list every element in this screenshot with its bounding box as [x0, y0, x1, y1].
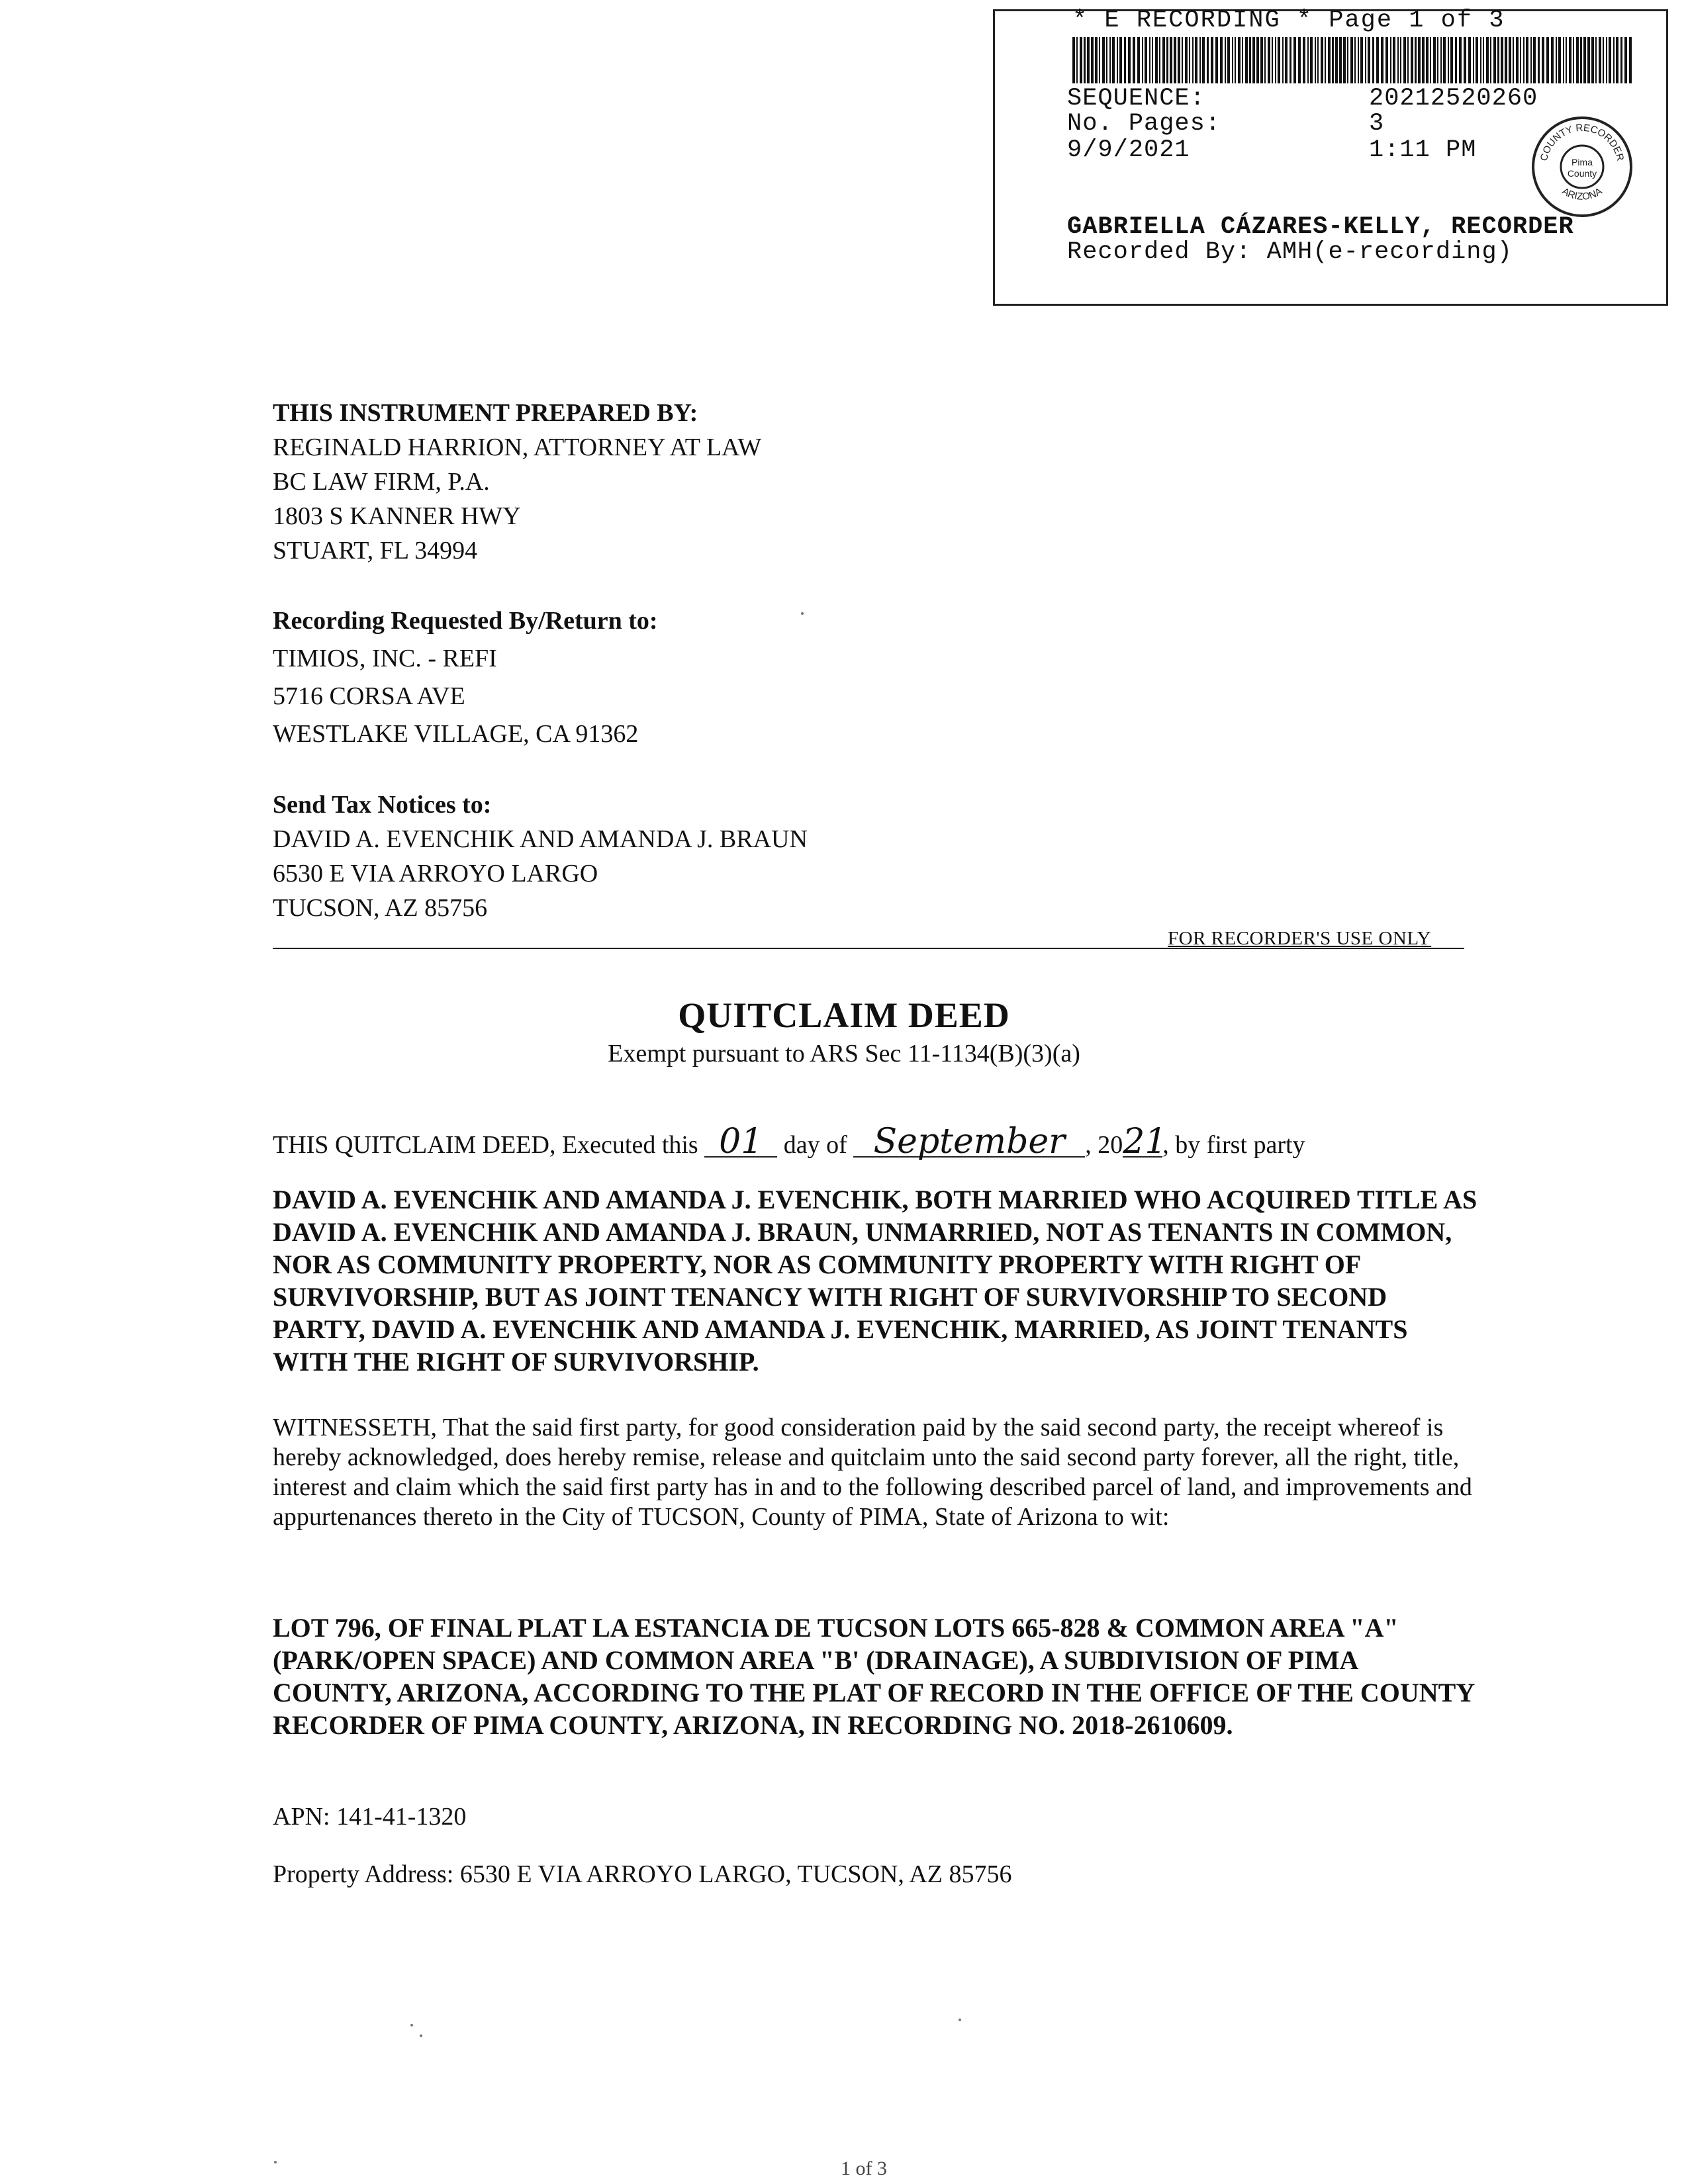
- barcode-bar: [1119, 37, 1122, 83]
- barcode-bar: [1426, 37, 1429, 83]
- barcode-bar: [1459, 37, 1462, 83]
- barcode-bar: [1360, 37, 1363, 83]
- barcode-bar: [1166, 37, 1168, 83]
- barcode-bar: [1133, 37, 1135, 83]
- barcode-bar: [1178, 37, 1180, 83]
- barcode-bar: [1242, 37, 1243, 83]
- barcode-bar: [1490, 37, 1491, 83]
- scan-speck: [274, 2161, 277, 2163]
- prepared-by-line: 1803 S KANNER HWY: [273, 502, 521, 530]
- prepared-by-section: [273, 396, 761, 568]
- execution-suffix: , by first party: [1162, 1131, 1305, 1159]
- barcode-bar: [1072, 37, 1075, 83]
- execution-year-prefix: , 20: [1085, 1131, 1123, 1159]
- page-number: 1 of 3: [841, 2158, 887, 2179]
- barcode-bar: [1087, 37, 1090, 83]
- barcode-bar: [1185, 37, 1188, 83]
- barcode-bar: [1354, 37, 1356, 83]
- execution-month: September: [853, 1127, 1085, 1158]
- svg-text:ARIZONA: ARIZONA: [1560, 185, 1605, 203]
- barcode-bar: [1189, 37, 1190, 83]
- barcode-bar: [1285, 37, 1288, 83]
- barcode-bar: [1174, 37, 1176, 83]
- barcode-bar: [1606, 37, 1607, 83]
- barcode-bar: [1595, 37, 1597, 83]
- barcode-bar: [1609, 37, 1611, 83]
- prepared-by-line: STUART, FL 34994: [273, 537, 478, 565]
- barcode-bar: [1252, 37, 1255, 83]
- barcode-bar: [1497, 37, 1499, 83]
- parties-paragraph: DAVID A. EVENCHIK AND AMANDA J. EVENCHIK, BOTH MARRIED WHO ACQUIRED TITLE AS DAVID A. EVENCHIK AND AMANDA J. BRAUN, UNMARRIED, NOT AS TENANTS IN COMMON, NOR AS COMMUNITY PROPERTY, NOR AS COMMUNITY PROPERTY WITH RIGHT OF SURVIVORSHIP, BUT AS JOINT TENANCY WITH RIGHT OF SURVIVORSHIP TO SECOND PARTY, DAVID A. EVENCHIK AND AMANDA J. EVENCHIK, MARRIED, AS JOINT TENANTS WITH THE RIGHT OF SURVIVORSHIP.: [273, 1185, 1477, 1377]
- barcode-bar: [1566, 37, 1567, 83]
- barcode-bar: [1332, 37, 1334, 83]
- barcode-bar: [1513, 37, 1514, 83]
- barcode: [1071, 37, 1635, 83]
- barcode-bar: [1099, 37, 1100, 83]
- barcode-bar: [1358, 37, 1359, 83]
- barcode-bar: [1227, 37, 1230, 83]
- tax-notices-line: DAVID A. EVENCHIK AND AMANDA J. BRAUN: [273, 825, 808, 853]
- barcode-bar: [1397, 37, 1399, 83]
- apn: APN: 141-41-1320: [273, 1803, 467, 1831]
- barcode-bar: [1546, 37, 1549, 83]
- barcode-bar: [1505, 37, 1507, 83]
- barcode-bar: [1272, 37, 1273, 83]
- prepared-by-line: BC LAW FIRM, P.A.: [273, 468, 490, 496]
- barcode-bar: [1407, 37, 1409, 83]
- barcode-bar: [1616, 37, 1618, 83]
- barcode-bar: [1215, 37, 1218, 83]
- barcode-bar: [1591, 37, 1594, 83]
- execution-day-of: day of: [783, 1131, 847, 1159]
- county-recorder-seal-icon: [1529, 114, 1635, 220]
- execution-prefix: THIS QUITCLAIM DEED, Executed this: [273, 1131, 698, 1159]
- barcode-bar: [1587, 37, 1590, 83]
- barcode-bar: [1573, 37, 1574, 83]
- barcode-bar: [1155, 37, 1158, 83]
- barcode-bar: [1563, 37, 1564, 83]
- return-to-line: TIMIOS, INC. - REFI: [273, 645, 497, 672]
- barcode-bar: [1443, 37, 1446, 83]
- barcode-bar: [1080, 37, 1082, 83]
- barcode-bar: [1159, 37, 1160, 83]
- barcode-bar: [1372, 37, 1374, 83]
- barcode-bar: [1256, 37, 1259, 83]
- barcode-bar: [1084, 37, 1086, 83]
- barcode-bar: [1343, 37, 1346, 83]
- barcode-bar: [1225, 37, 1226, 83]
- record-date: 9/9/2021: [1067, 136, 1190, 164]
- barcode-bar: [1149, 37, 1150, 83]
- barcode-bar: [1538, 37, 1540, 83]
- barcode-bar: [1199, 37, 1201, 83]
- record-time: 1:11 PM: [1369, 136, 1477, 164]
- pages-value: 3: [1369, 110, 1385, 138]
- barcode-bar: [1603, 37, 1604, 83]
- barcode-bar: [1599, 37, 1601, 83]
- barcode-bar: [1530, 37, 1532, 83]
- barcode-bar: [1235, 37, 1236, 83]
- property-address: Property Address: 6530 E VIA ARROYO LARGO, TUCSON, AZ 85756: [273, 1860, 1012, 1888]
- barcode-bar: [1145, 37, 1147, 83]
- barcode-bar: [1106, 37, 1107, 83]
- barcode-bar: [1480, 37, 1481, 83]
- barcode-bar: [1411, 37, 1413, 83]
- barcode-bar: [1328, 37, 1331, 83]
- return-to-line: WESTLAKE VILLAGE, CA 91362: [273, 720, 639, 748]
- barcode-bar: [1152, 37, 1153, 83]
- barcode-bar: [1260, 37, 1263, 83]
- barcode-bar: [1393, 37, 1395, 83]
- barcode-bar: [1170, 37, 1172, 83]
- barcode-bar: [1381, 37, 1383, 83]
- barcode-bar: [1207, 37, 1209, 83]
- barcode-bar: [1476, 37, 1478, 83]
- barcode-bar: [1220, 37, 1223, 83]
- barcode-bar: [1629, 37, 1632, 83]
- barcode-bar: [1501, 37, 1503, 83]
- barcode-bar: [1182, 37, 1183, 83]
- return-to-section: [273, 602, 658, 753]
- barcode-bar: [1137, 37, 1140, 83]
- barcode-bar: [1264, 37, 1266, 83]
- barcode-bar: [1523, 37, 1524, 83]
- barcode-bar: [1473, 37, 1474, 83]
- barcode-bar: [1483, 37, 1484, 83]
- svg-text:County: County: [1567, 168, 1597, 179]
- barcode-bar: [1455, 37, 1457, 83]
- barcode-bar: [1238, 37, 1241, 83]
- barcode-bar: [1368, 37, 1370, 83]
- barcode-bar: [1418, 37, 1421, 83]
- barcode-bar: [1433, 37, 1436, 83]
- barcode-bar: [1583, 37, 1586, 83]
- barcode-bar: [1450, 37, 1453, 83]
- barcode-bar: [1551, 37, 1554, 83]
- barcode-bar: [1117, 37, 1118, 83]
- barcode-bar: [1569, 37, 1571, 83]
- tax-notices-label: Send Tax Notices to:: [273, 791, 492, 819]
- barcode-bar: [1556, 37, 1557, 83]
- scan-speck: [959, 2019, 961, 2021]
- barcode-bar: [1468, 37, 1471, 83]
- barcode-bar: [1613, 37, 1615, 83]
- barcode-bar: [1385, 37, 1388, 83]
- barcode-bar: [1509, 37, 1511, 83]
- barcode-bar: [1310, 37, 1313, 83]
- barcode-bar: [1249, 37, 1251, 83]
- barcode-bar: [1315, 37, 1316, 83]
- barcode-bar: [1275, 37, 1276, 83]
- deed-subtitle: Exempt pursuant to ARS Sec 11-1134(B)(3)(a): [608, 1040, 1080, 1068]
- legal-description: LOT 796, OF FINAL PLAT LA ESTANCIA DE TUCSON LOTS 665-828 & COMMON AREA "A" (PARK/OPEN SPACE) AND COMMON AREA "B' (DRAINAGE), A SUBDIVISION OF PIMA COUNTY, ARIZONA, ACCORDING TO THE PLAT OF RECORD IN THE OFFICE OF THE COUNTY RECORDER OF PIMA COUNTY, ARIZONA, IN RECORDING NO. 2018-2610609.: [273, 1613, 1474, 1740]
- barcode-bar: [1325, 37, 1326, 83]
- barcode-bar: [1437, 37, 1438, 83]
- barcode-bar: [1493, 37, 1496, 83]
- barcode-bar: [1526, 37, 1528, 83]
- barcode-bar: [1339, 37, 1342, 83]
- return-to-label: Recording Requested By/Return to:: [273, 607, 658, 635]
- barcode-bar: [1576, 37, 1579, 83]
- deed-title: QUITCLAIM DEED: [678, 995, 1010, 1035]
- barcode-bar: [1102, 37, 1105, 83]
- scan-speck: [410, 2024, 413, 2026]
- barcode-bar: [1162, 37, 1165, 83]
- barcode-bar: [1128, 37, 1131, 83]
- barcode-bar: [1109, 37, 1111, 83]
- barcode-bar: [1440, 37, 1442, 83]
- barcode-bar: [1542, 37, 1544, 83]
- barcode-bar: [1403, 37, 1406, 83]
- barcode-bar: [1415, 37, 1417, 83]
- svg-text:COUNTY RECORDER: COUNTY RECORDER: [1538, 122, 1626, 162]
- barcode-bar: [1376, 37, 1379, 83]
- barcode-bar: [1624, 37, 1627, 83]
- barcode-bar: [1303, 37, 1305, 83]
- barcode-bar: [1192, 37, 1194, 83]
- barcode-bar: [1430, 37, 1431, 83]
- barcode-bar: [1307, 37, 1309, 83]
- barcode-bar: [1211, 37, 1213, 83]
- sequence-label: SEQUENCE:: [1067, 85, 1205, 113]
- barcode-bar: [1464, 37, 1466, 83]
- prepared-by-line: REGINALD HARRION, ATTORNEY AT LAW: [273, 433, 762, 461]
- scan-speck: [801, 612, 804, 615]
- barcode-bar: [1076, 37, 1078, 83]
- barcode-bar: [1620, 37, 1622, 83]
- svg-text:Pima: Pima: [1571, 157, 1593, 167]
- execution-day: 01: [704, 1127, 777, 1158]
- barcode-bar: [1365, 37, 1366, 83]
- barcode-bar: [1112, 37, 1115, 83]
- tax-notices-line: 6530 E VIA ARROYO LARGO: [273, 860, 598, 887]
- barcode-bar: [1268, 37, 1270, 83]
- recorder-use-note: FOR RECORDER'S USE ONLY: [1168, 928, 1432, 949]
- execution-year: 21: [1123, 1122, 1167, 1161]
- barcode-bar: [1486, 37, 1489, 83]
- recorded-by: Recorded By: AMH(e-recording): [1067, 238, 1513, 266]
- pages-label: No. Pages:: [1067, 110, 1221, 138]
- barcode-bar: [1232, 37, 1233, 83]
- barcode-bar: [1390, 37, 1391, 83]
- barcode-bar: [1580, 37, 1582, 83]
- tax-notices-section: [273, 788, 808, 925]
- barcode-bar: [1347, 37, 1348, 83]
- barcode-bar: [1202, 37, 1205, 83]
- tax-notices-line: TUCSON, AZ 85756: [273, 894, 488, 922]
- return-to-line: 5716 CORSA AVE: [273, 682, 465, 710]
- execution-line: [273, 1122, 1497, 1165]
- barcode-bar: [1282, 37, 1284, 83]
- barcode-bar: [1195, 37, 1197, 83]
- prepared-by-label: THIS INSTRUMENT PREPARED BY:: [273, 399, 698, 427]
- barcode-bar: [1298, 37, 1301, 83]
- barcode-bar: [1293, 37, 1296, 83]
- barcode-bar: [1516, 37, 1519, 83]
- barcode-bar: [1558, 37, 1561, 83]
- barcode-bar: [1142, 37, 1143, 83]
- recorder-name: GABRIELLA CÁZARES-KELLY, RECORDER: [1067, 213, 1574, 241]
- barcode-bar: [1448, 37, 1449, 83]
- barcode-bar: [1245, 37, 1248, 83]
- barcode-bar: [1422, 37, 1425, 83]
- barcode-bar: [1350, 37, 1353, 83]
- witnesseth-paragraph: WITNESSETH, That the said first party, for good consideration paid by the said second party, the receipt whereof is hereby acknowledged, does hereby remise, release and quitclaim unto the said second party forever, all the right, title, interest and claim which the said first party has in and to the following described parcel of land, and improvements and appurtenances thereto in the City of TUCSON, County of PIMA, State of Arizona to wit:: [273, 1414, 1472, 1531]
- barcode-bar: [1095, 37, 1098, 83]
- barcode-bar: [1278, 37, 1280, 83]
- barcode-bar: [1520, 37, 1521, 83]
- stamp-header: * E RECORDING * Page 1 of 3: [1072, 7, 1505, 34]
- barcode-bar: [1400, 37, 1401, 83]
- barcode-bar: [1321, 37, 1323, 83]
- sequence-value: 20212520260: [1369, 85, 1538, 113]
- barcode-bar: [1091, 37, 1094, 83]
- barcode-bar: [1124, 37, 1126, 83]
- barcode-bar: [1289, 37, 1291, 83]
- scan-speck: [420, 2034, 422, 2037]
- barcode-bar: [1335, 37, 1338, 83]
- barcode-bar: [1317, 37, 1319, 83]
- barcode-bar: [1533, 37, 1536, 83]
